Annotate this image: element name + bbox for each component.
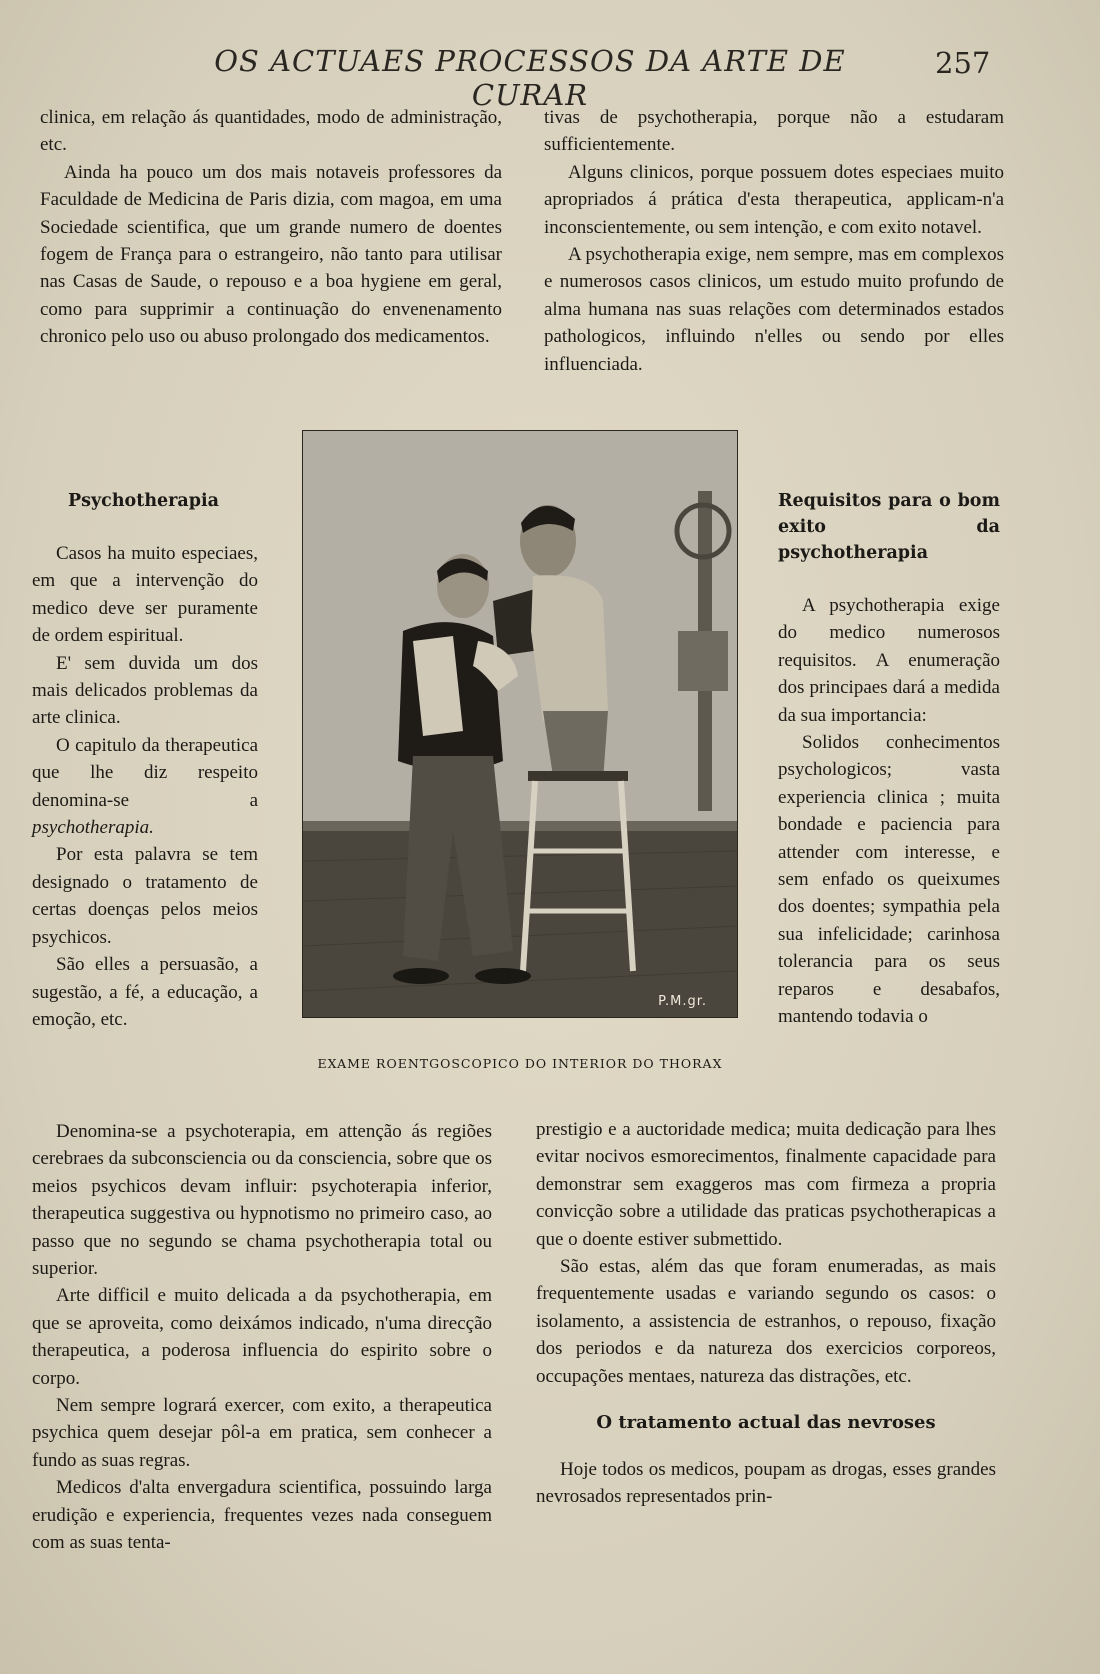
section-heading-nevroses: O tratamento actual das nevroses <box>596 1412 936 1434</box>
italic-term: psychotherapia. <box>32 817 154 839</box>
paragraph: prestigio e a auctoridade medica; muita dedicação para lhes evitar nocivos esmorecimentos, finalmente capacidade para demonstrar sem exaggeros mas com firmeza a propria convicção sobre a utilidade das praticas psychotherapicas a que o doente estiver submettido. <box>536 1119 996 1250</box>
paragraph: São elles a persuasão, a sugestão, a fé, a educação, a emoção, etc. <box>32 954 258 1030</box>
paragraph: tivas de psychotherapia, porque não a estudaram sufficientemente. <box>544 107 1004 156</box>
photograph-illustration <box>303 431 738 1018</box>
paragraph: clinica, em relação ás quantidades, modo de administração, etc. <box>40 107 502 156</box>
paragraph <box>32 732 258 842</box>
paragraph: Ainda ha pouco um dos mais notaveis professores da Faculdade de Medicina de Paris dizia, com magoa, em uma Sociedade scientifica, que um grande numero de doentes fogem de França para o estrangeiro, não tanto para utilisar nas Casas de Saude, o repouso e a boa hygiene em geral, como para supprimir a continuação do envenenamento chronico pelo uso ou abuso prolongado dos medicamentos. <box>40 161 502 348</box>
photograph-xray-examination <box>302 430 738 1018</box>
paragraph: A psychotherapia exige do medico numerosos requisitos. A enumeração dos principaes dará a medida da sua importancia: <box>778 595 1000 726</box>
figure-caption: EXAME ROENTGOSCOPICO DO INTERIOR DO THORAX <box>317 1056 723 1071</box>
running-header: OS ACTUAES PROCESSOS DA ARTE DE CURAR <box>214 44 846 112</box>
paragraph: Casos ha muito especiaes, em que a intervenção do medico deve ser puramente de ordem espiritual. <box>32 543 258 647</box>
paragraph: Alguns clinicos, porque possuem dotes especiaes muito apropriados á prática d'esta therapeutica, applicam-n'a inconscientemente, ou sem intenção, e com exito notavel. <box>544 161 1004 238</box>
right-column-bottom <box>536 1116 996 1511</box>
paragraph: Solidos conhecimentos psychologicos; vasta experiencia clinica ; muita bondade e paciencia para attender com interesse, e sem enfado os queixumes dos doentes; sympathia pela sua infelicidade; carinhosa tolerancia para os seus reparos e desabafos, mantendo todavia o <box>778 732 1000 1028</box>
paragraph: São estas, além das que foram enumeradas, as mais frequentemente usadas e variando segundo os casos: o isolamento, a assistencia de estranhos, o repouso, fixação dos periodos e da natureza dos exercicios corporeos, occupações mentaes, natureza das distrações, etc. <box>536 1256 996 1387</box>
left-column-narrow <box>32 488 258 1033</box>
right-column-top <box>544 104 1004 378</box>
paragraph: E' sem duvida um dos mais delicados problemas da arte clinica. <box>32 652 258 729</box>
engraver-signature: P.M.gr. <box>658 994 707 1009</box>
left-column-bottom <box>32 1118 492 1557</box>
right-column-narrow <box>778 488 1000 1031</box>
page-number: 257 <box>935 46 991 80</box>
paragraph: Hoje todos os medicos, poupam as drogas, esses grandes nevrosados representados prin- <box>536 1459 996 1508</box>
left-column-top <box>40 104 502 351</box>
paragraph: Medicos d'alta envergadura scientifica, possuindo larga erudição e experiencia, frequentes vezes nada conseguem com as suas tenta- <box>32 1477 492 1554</box>
paragraph: A psychotherapia exige, nem sempre, mas em complexos e numerosos casos clinicos, um estudo muito profundo de alma humana nas suas relações com determinados estados pathologicos, influindo n'elles ou sendo por elles influenciada. <box>544 244 1004 375</box>
paragraph: Denomina-se a psychoterapia, em attenção ás regiões cerebraes da subconsciencia ou da consciencia, sobre que os meios psychicos devam influir: psychoterapia inferior, therapeutica suggestiva ou hypnotismo no primeiro caso, ao passo que no segundo se chama psychotherapia total ou superior. <box>32 1121 492 1280</box>
paragraph: Por esta palavra se tem designado o tratamento de certas doenças pelos meios psychicos. <box>32 844 258 948</box>
paragraph: Nem sempre logrará exercer, com exito, a therapeutica psychica quem desejar pôl-a em pratica, sem conhecer a fundo as suas regras. <box>32 1395 492 1471</box>
paragraph-text: O capitulo da therapeutica que lhe diz respeito denomina-se a <box>32 734 258 811</box>
section-heading-psychotherapia: Psychotherapia <box>68 491 219 511</box>
section-heading-requisitos: Requisitos para o bom exito da psychotherapia <box>778 491 1000 563</box>
paragraph: Arte difficil e muito delicada a da psychotherapia, em que se aproveita, como deixámos indicado, n'uma direcção therapeutica, a poderosa influencia do espirito sobre o corpo. <box>32 1285 492 1389</box>
